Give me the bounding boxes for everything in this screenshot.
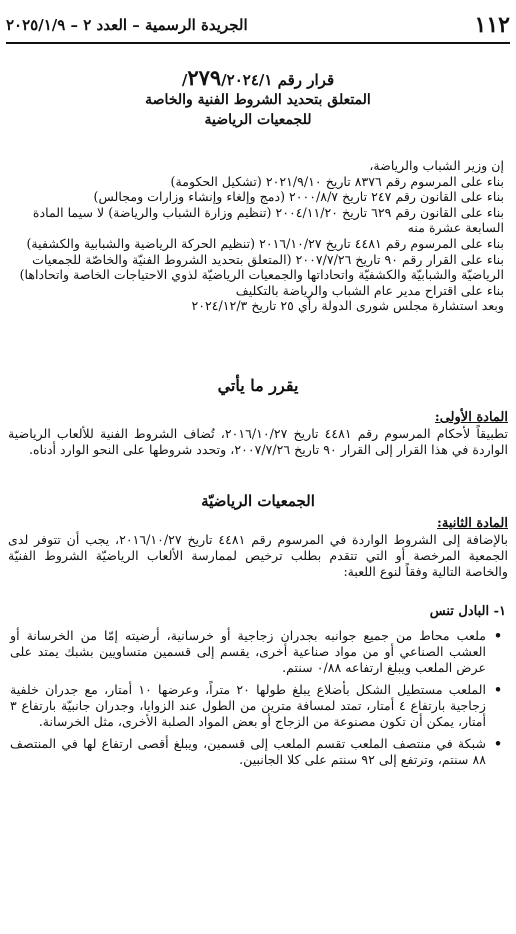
- preamble-line: بناء على القانون رقم ٢٤٧ تاريخ ٢٠٠٠/٨/٧ (دمج وإلغاء وإنشاء وزارات ومجالس): [93, 189, 504, 205]
- decree-date: /٢٠٢٤/١/: [181, 71, 273, 89]
- list-item-text: شبكة في منتصف الملعب تقسم الملعب إلى قسمين، ويبلغ أقصى ارتفاع لها في المنتصف ٨٨ سنتم، وترتفع إلى ٩٢ سنتم على كلا الجانبين.: [10, 736, 486, 767]
- article-1-title: المادة الأولى:: [434, 410, 508, 425]
- decree-prefix: قرار رقم: [277, 71, 335, 89]
- decree-number: ٢٧٩: [187, 65, 222, 90]
- decree-subject-line-2: للجمعيات الرياضية: [204, 112, 312, 128]
- preamble-line: بناء على اقتراح مدير عام الشباب والرياضة بالتكليف: [235, 282, 504, 298]
- list-item-text: ملعب محاط من جميع جوانبه بجدران زجاجية أو خرسانية، أرضيته إمّا من الخرسانة أو العشب الصناعي أو من مواد صناعية أخرى، يقسم إلى قسمين متساويين بشبك يمتد على عرض الملعب ويبلغ ارتفاعه ٠/٨٨ سنتم.: [10, 628, 486, 675]
- decree-number-line: [0, 65, 516, 90]
- decides-heading: يقرر ما يأتي: [217, 376, 299, 395]
- preamble-line: إن وزير الشباب والرياضة،: [369, 158, 504, 173]
- bullet-icon: •: [493, 736, 502, 751]
- running-title: الجريدة الرسمية – العدد ٢ – ٢٠٢٥/١/٩: [6, 16, 248, 34]
- requirements-list: [10, 628, 502, 774]
- decree-title-block: [0, 65, 516, 130]
- article-1: [8, 410, 508, 458]
- preamble-line: وبعد استشارة مجلس شورى الدولة رأي ٢٥ تاريخ ٢٠٢٤/١٢/٣: [191, 298, 504, 314]
- preamble: [12, 158, 504, 314]
- list-item: [10, 736, 502, 768]
- section-heading: الجمعيات الرياضيّة: [201, 492, 315, 510]
- list-item: [10, 682, 502, 730]
- preamble-line: بناء على المرسوم رقم ٨٣٧٦ تاريخ ٢٠٢١/٩/١٠ (تشكيل الحكومة): [170, 173, 504, 189]
- bullet-icon: •: [493, 682, 502, 697]
- sport-heading: ١- البادل تنس: [429, 604, 506, 619]
- article-2: [8, 516, 508, 580]
- page-header: [6, 8, 510, 44]
- article-1-text: تطبيقاً لأحكام المرسوم رقم ٤٤٨١ تاريخ ٢٠١٦/١٠/٢٧، تُضاف الشروط الفنية للألعاب الرياضية الواردة في هذا القرار إلى القرار ٩٠ تاريخ ٢٠٠٧/٧/٢٦، وتحدد شروطها على النحو الوارد أدناه.: [8, 426, 508, 457]
- bullet-icon: •: [493, 628, 502, 643]
- article-2-title: المادة الثانية:: [437, 516, 508, 531]
- preamble-line: بناء على القانون رقم ٦٢٩ تاريخ ٢٠٠٤/١١/٢٠ (تنظيم وزارة الشباب والرياضة) لا سيما المادة السابعة عشرة منه: [32, 204, 504, 236]
- list-item-text: الملعب مستطيل الشكل بأضلاع يبلغ طولها ٢٠ متراً، وعرضها ١٠ أمتار، مع جدران خلفية زجاجية بارتفاع ٤ أمتار، تمتد لمسافة مترين من الطول عند الزوايا، وجدران جانبيّة بارتفاع ٣ أمتار، يمكن أن تكون مصنوعة من الزجاج أو بعض المواد الصلبة الأخرى، مثل الخرسانة.: [10, 682, 487, 729]
- page-number: ١١٢: [474, 12, 510, 38]
- article-2-text: بالإضافة إلى الشروط الواردة في المرسوم رقم ٤٤٨١ تاريخ ٢٠١٦/١٠/٢٧، يجب أن تتوفر لدى الجمعية المرخصة أو التي تتقدم بطلب ترخيص لممارسة الألعاب الرياضيّة الشروط الفنيّة والخاصة التالية وفقاً لنوع اللعبة:: [8, 532, 508, 579]
- preamble-line: بناء على القرار رقم ٩٠ تاريخ ٢٠٠٧/٧/٢٦ (المتعلق بتحديد الشروط الفنيّة والخاصّة للجمعيات الرياضيّة والشبابيّة والكشفيّة واتحاداتها والجمعيات الرياضيّة لذوي الاحتياجات الخاصة واتحاداها): [19, 251, 504, 283]
- list-item: [10, 628, 502, 676]
- decree-subject-line: المتعلق بتحديد الشروط الفنية والخاصة: [145, 92, 371, 108]
- preamble-line: بناء على المرسوم رقم ٤٤٨١ تاريخ ٢٠١٦/١٠/٢٧ (تنظيم الحركة الرياضية والشبابية والكشفية): [26, 235, 504, 251]
